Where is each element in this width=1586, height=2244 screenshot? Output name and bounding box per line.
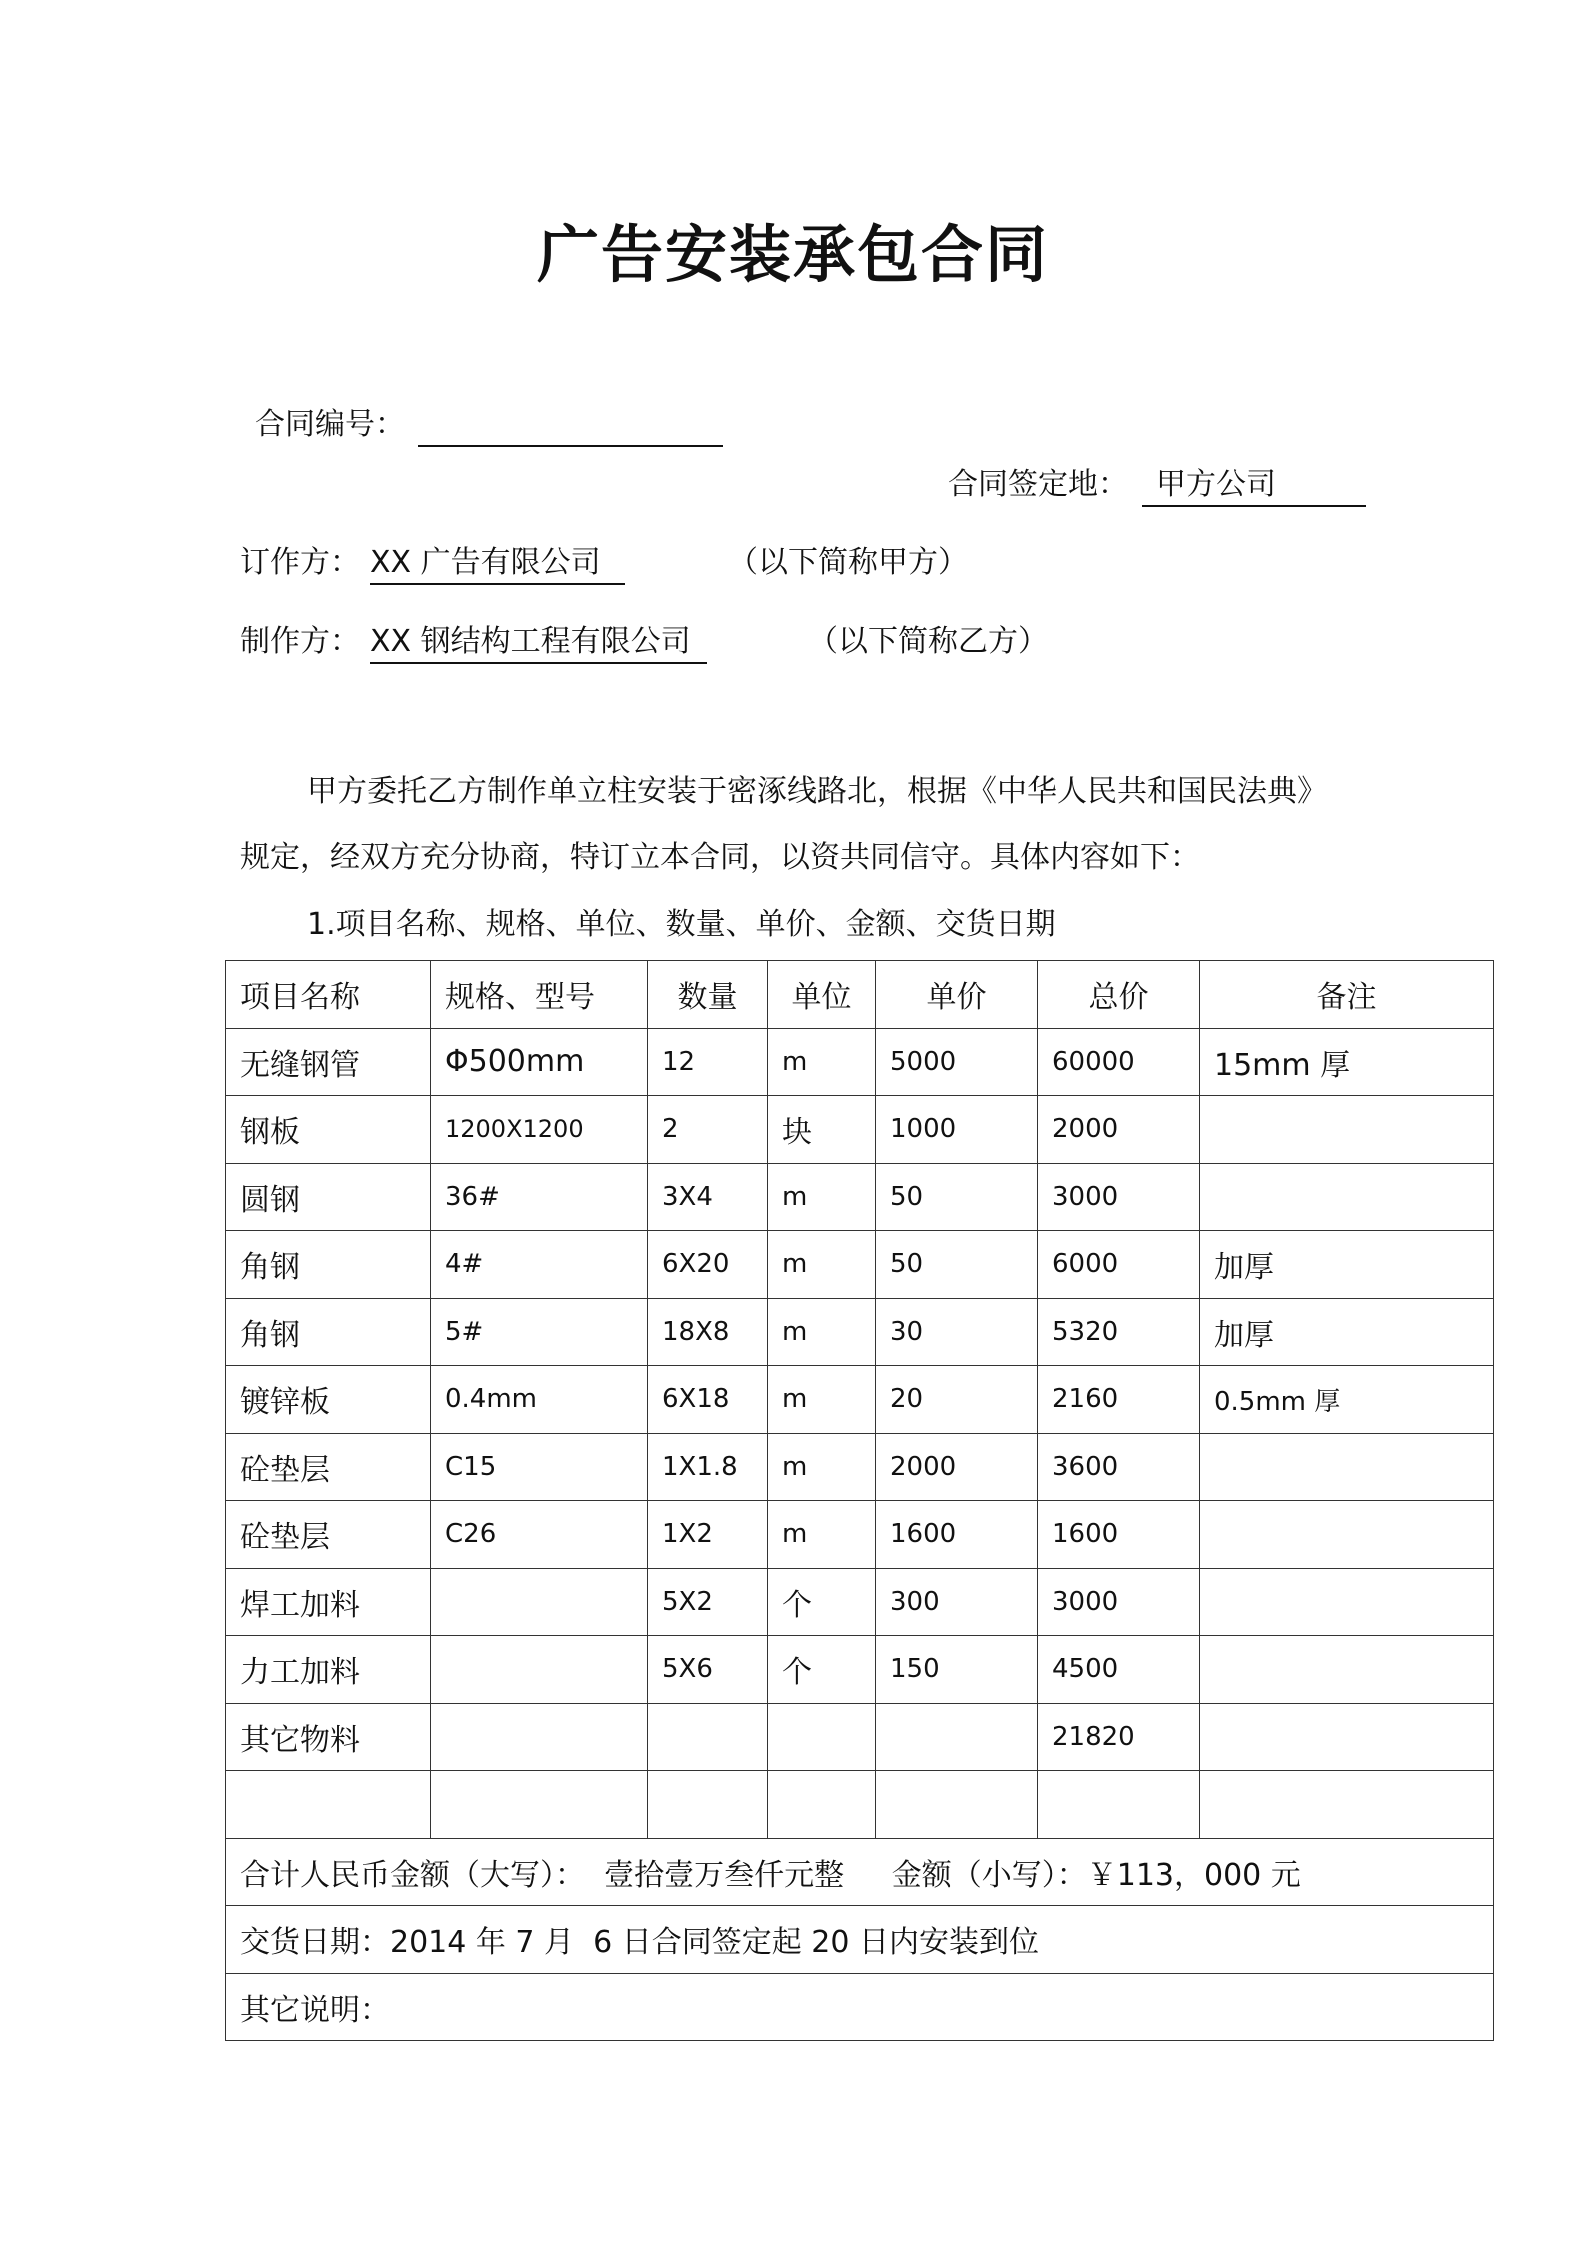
cell-name: 角钢 xyxy=(226,1298,431,1366)
table-row xyxy=(226,1298,1494,1366)
cell-name: 砼垫层 xyxy=(226,1501,431,1569)
total-amount-text: 合计人民币金额（大写）： 壹拾壹万叁仟元整 金额（小写）：￥113，000 元 xyxy=(226,1838,1494,1906)
intro-line-2: 规定，经双方充分协商，特订立本合同，以资共同信守。具体内容如下： xyxy=(240,840,1200,875)
cell-remark: 0.5mm 厚 xyxy=(1200,1366,1494,1434)
cell-quantity: 5X6 xyxy=(648,1636,768,1704)
cell-name: 其它物料 xyxy=(226,1703,431,1771)
party-a-label: 订作方： xyxy=(240,545,360,580)
table-row xyxy=(226,1501,1494,1569)
cell-unit-price: 1600 xyxy=(876,1501,1038,1569)
cell-spec: C26 xyxy=(431,1501,648,1569)
cell-quantity: 18X8 xyxy=(648,1298,768,1366)
table-row xyxy=(226,1703,1494,1771)
header-name: 项目名称 xyxy=(226,961,431,1029)
page-title: 广告安装承包合同 xyxy=(536,218,1049,291)
cell-remark: 加厚 xyxy=(1200,1298,1494,1366)
party-a-name: XX 广告有限公司 xyxy=(370,543,625,585)
cell-remark xyxy=(1200,1433,1494,1501)
cell-total-price: 1600 xyxy=(1038,1501,1200,1569)
cell-unit-price xyxy=(876,1703,1038,1771)
cell-name: 力工加料 xyxy=(226,1636,431,1704)
cell-quantity xyxy=(648,1703,768,1771)
cell-spec: 0.4mm xyxy=(431,1366,648,1434)
cell-unit xyxy=(768,1771,876,1839)
cell-remark xyxy=(1200,1501,1494,1569)
cell-total-price: 5320 xyxy=(1038,1298,1200,1366)
cell-total-price: 3000 xyxy=(1038,1568,1200,1636)
cell-unit-price: 5000 xyxy=(876,1028,1038,1096)
delivery-row xyxy=(226,1906,1494,1974)
cell-unit-price: 1000 xyxy=(876,1096,1038,1164)
cell-remark xyxy=(1200,1568,1494,1636)
cell-total-price: 21820 xyxy=(1038,1703,1200,1771)
cell-quantity: 6X20 xyxy=(648,1231,768,1299)
cell-unit xyxy=(768,1703,876,1771)
header-quantity: 数量 xyxy=(648,961,768,1029)
cell-total-price: 2160 xyxy=(1038,1366,1200,1434)
cell-unit-price: 300 xyxy=(876,1568,1038,1636)
cell-quantity: 6X18 xyxy=(648,1366,768,1434)
cell-unit-price: 50 xyxy=(876,1231,1038,1299)
intro-line-1: 甲方委托乙方制作单立柱安装于密涿线路北，根据《中华人民共和国民法典》 xyxy=(307,774,1327,809)
cell-spec: 4# xyxy=(431,1231,648,1299)
cell-unit-price: 150 xyxy=(876,1636,1038,1704)
cell-remark xyxy=(1200,1636,1494,1704)
cell-spec: 36# xyxy=(431,1163,648,1231)
cell-quantity xyxy=(648,1771,768,1839)
cell-name: 镀锌板 xyxy=(226,1366,431,1434)
cell-total-price: 2000 xyxy=(1038,1096,1200,1164)
items-table xyxy=(225,960,1494,2041)
cell-total-price: 3000 xyxy=(1038,1163,1200,1231)
cell-unit: m xyxy=(768,1501,876,1569)
contract-number-label: 合同编号： xyxy=(255,407,405,442)
table-row xyxy=(226,1096,1494,1164)
other-notes-row xyxy=(226,1973,1494,2041)
total-row xyxy=(226,1838,1494,1906)
cell-quantity: 1X1.8 xyxy=(648,1433,768,1501)
cell-spec: 1200X1200 xyxy=(431,1096,648,1164)
cell-name: 圆钢 xyxy=(226,1163,431,1231)
cell-remark xyxy=(1200,1163,1494,1231)
cell-unit: 块 xyxy=(768,1096,876,1164)
header-total-price: 总价 xyxy=(1038,961,1200,1029)
cell-name: 无缝钢管 xyxy=(226,1028,431,1096)
cell-remark: 加厚 xyxy=(1200,1231,1494,1299)
table-row xyxy=(226,1028,1494,1096)
cell-unit: 个 xyxy=(768,1568,876,1636)
contract-number-blank xyxy=(418,445,723,447)
cell-total-price xyxy=(1038,1771,1200,1839)
cell-unit-price xyxy=(876,1771,1038,1839)
cell-total-price: 3600 xyxy=(1038,1433,1200,1501)
sign-place-label: 合同签定地： xyxy=(948,467,1128,502)
cell-unit: m xyxy=(768,1433,876,1501)
header-spec: 规格、型号 xyxy=(431,961,648,1029)
party-b-label: 制作方： xyxy=(240,624,360,659)
table-row xyxy=(226,1433,1494,1501)
header-unit-price: 单价 xyxy=(876,961,1038,1029)
cell-unit: m xyxy=(768,1163,876,1231)
party-b-note: （以下简称乙方） xyxy=(808,624,1048,659)
cell-unit-price: 30 xyxy=(876,1298,1038,1366)
cell-spec: 5# xyxy=(431,1298,648,1366)
cell-spec xyxy=(431,1771,648,1839)
table-row xyxy=(226,1636,1494,1704)
cell-spec xyxy=(431,1636,648,1704)
table-row xyxy=(226,1568,1494,1636)
cell-spec xyxy=(431,1703,648,1771)
table-row xyxy=(226,1163,1494,1231)
cell-quantity: 5X2 xyxy=(648,1568,768,1636)
cell-quantity: 12 xyxy=(648,1028,768,1096)
table-row-empty xyxy=(226,1771,1494,1839)
cell-spec: Φ500mm xyxy=(431,1028,648,1096)
table-row xyxy=(226,1231,1494,1299)
party-b-name: XX 钢结构工程有限公司 xyxy=(370,622,707,664)
cell-total-price: 6000 xyxy=(1038,1231,1200,1299)
cell-total-price: 60000 xyxy=(1038,1028,1200,1096)
cell-name: 钢板 xyxy=(226,1096,431,1164)
cell-name: 焊工加料 xyxy=(226,1568,431,1636)
cell-name: 砼垫层 xyxy=(226,1433,431,1501)
cell-unit-price: 2000 xyxy=(876,1433,1038,1501)
cell-name xyxy=(226,1771,431,1839)
table-row xyxy=(226,1366,1494,1434)
cell-name: 角钢 xyxy=(226,1231,431,1299)
section-1-heading: 1.项目名称、规格、单位、数量、单价、金额、交货日期 xyxy=(307,907,1056,942)
cell-spec xyxy=(431,1568,648,1636)
header-remark: 备注 xyxy=(1200,961,1494,1029)
cell-unit-price: 20 xyxy=(876,1366,1038,1434)
sign-place-value: 甲方公司 xyxy=(1142,465,1366,507)
cell-total-price: 4500 xyxy=(1038,1636,1200,1704)
cell-remark: 15mm 厚 xyxy=(1200,1028,1494,1096)
cell-unit: m xyxy=(768,1298,876,1366)
party-a-note: （以下简称甲方） xyxy=(728,545,968,580)
cell-quantity: 1X2 xyxy=(648,1501,768,1569)
cell-quantity: 3X4 xyxy=(648,1163,768,1231)
cell-unit: m xyxy=(768,1231,876,1299)
table-header-row xyxy=(226,961,1494,1029)
cell-quantity: 2 xyxy=(648,1096,768,1164)
header-unit: 单位 xyxy=(768,961,876,1029)
cell-unit: 个 xyxy=(768,1636,876,1704)
cell-unit: m xyxy=(768,1028,876,1096)
cell-remark xyxy=(1200,1771,1494,1839)
delivery-date-text: 交货日期：2014 年 7 月 6 日合同签定起 20 日内安装到位 xyxy=(226,1906,1494,1974)
cell-remark xyxy=(1200,1096,1494,1164)
other-notes-text: 其它说明： xyxy=(226,1973,1494,2041)
cell-remark xyxy=(1200,1703,1494,1771)
cell-spec: C15 xyxy=(431,1433,648,1501)
cell-unit: m xyxy=(768,1366,876,1434)
cell-unit-price: 50 xyxy=(876,1163,1038,1231)
